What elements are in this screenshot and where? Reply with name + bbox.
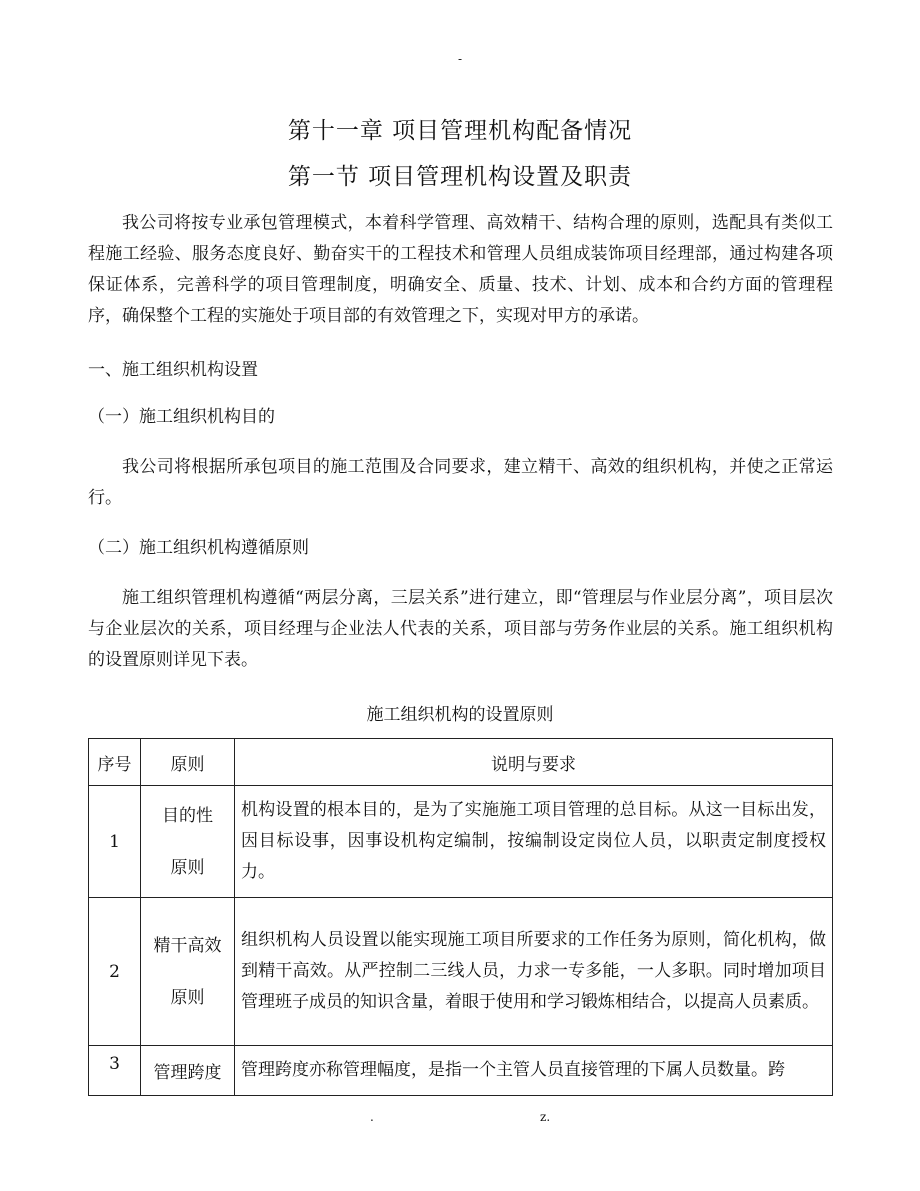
heading-organization-setup: 一、施工组织机构设置 [88,360,258,380]
principles-table [88,738,833,1096]
footer-left-mark: . [370,1110,374,1124]
table-header-row [89,739,833,786]
table-row [89,786,833,898]
principle-line-2: 原则 [170,857,205,878]
table-row [89,898,833,1046]
header-no: 序号 [89,739,141,786]
header-description: 说明与要求 [235,739,833,786]
principle-line-1: 目的性 [162,805,213,826]
row-principle [141,898,235,1046]
subheading-principles: （二）施工组织机构遵循原则 [88,538,309,558]
footer-right-mark: z. [540,1110,551,1124]
principle-line-2: 原则 [170,987,205,1008]
page-header-mark: - [457,52,463,66]
section-title: 第一节 项目管理机构设置及职责 [287,164,633,190]
row-no: 3 [89,1046,141,1096]
purpose-paragraph: 我公司将根据所承包项目的施工范围及合同要求，建立精干、高效的组织机构，并使之正常运行。 [88,457,833,508]
principle-line-1: 精干高效 [153,935,222,956]
row-no: 1 [89,786,141,898]
intro-paragraph: 我公司将按专业承包管理模式，本着科学管理、高效精干、结构合理的原则，选配具有类似工程施工经验、服务态度良好、勤奋实干的工程技术和管理人员组成装饰项目经理部，通过构建各项保证体系，完善科学的项目管理制度，明确安全、质量、技术、计划、成本和合约方面的管理程序，确保整个工程的实施处于项目部的有效管理之下，实现对甲方的承诺。 [88,213,833,326]
subheading-purpose: （一）施工组织机构目的 [88,407,275,427]
table-caption: 施工组织机构的设置原则 [366,705,554,725]
row-description: 组织机构人员设置以能实现施工项目所要求的工作任务为原则，简化机构，做到精干高效。从严控制二三线人员，力求一专多能，一人多职。同时增加项目管理班子成员的知识含量，着眼于使用和学习锻炼相结合，以提高人员素质。 [235,898,833,1046]
header-principle: 原则 [141,739,235,786]
table-row [89,1046,833,1096]
row-principle [141,786,235,898]
row-no: 2 [89,898,141,1046]
principles-paragraph: 施工组织管理机构遵循“两层分离，三层关系”进行建立，即“管理层与作业层分离”，项目层次与企业层次的关系，项目经理与企业法人代表的关系，项目部与劳务作业层的关系。施工组织机构的设置原则详见下表。 [88,588,833,670]
row-description: 机构设置的根本目的，是为了实施施工项目管理的总目标。从这一目标出发，因目标设事，因事设机构定编制，按编制设定岗位人员，以职责定制度授权力。 [235,786,833,898]
chapter-title: 第十一章 项目管理机构配备情况 [287,118,633,144]
row-description: 管理跨度亦称管理幅度，是指一个主管人员直接管理的下属人员数量。跨 [235,1046,833,1096]
principle-line-1: 管理跨度 [153,1063,222,1083]
row-principle [141,1046,235,1096]
